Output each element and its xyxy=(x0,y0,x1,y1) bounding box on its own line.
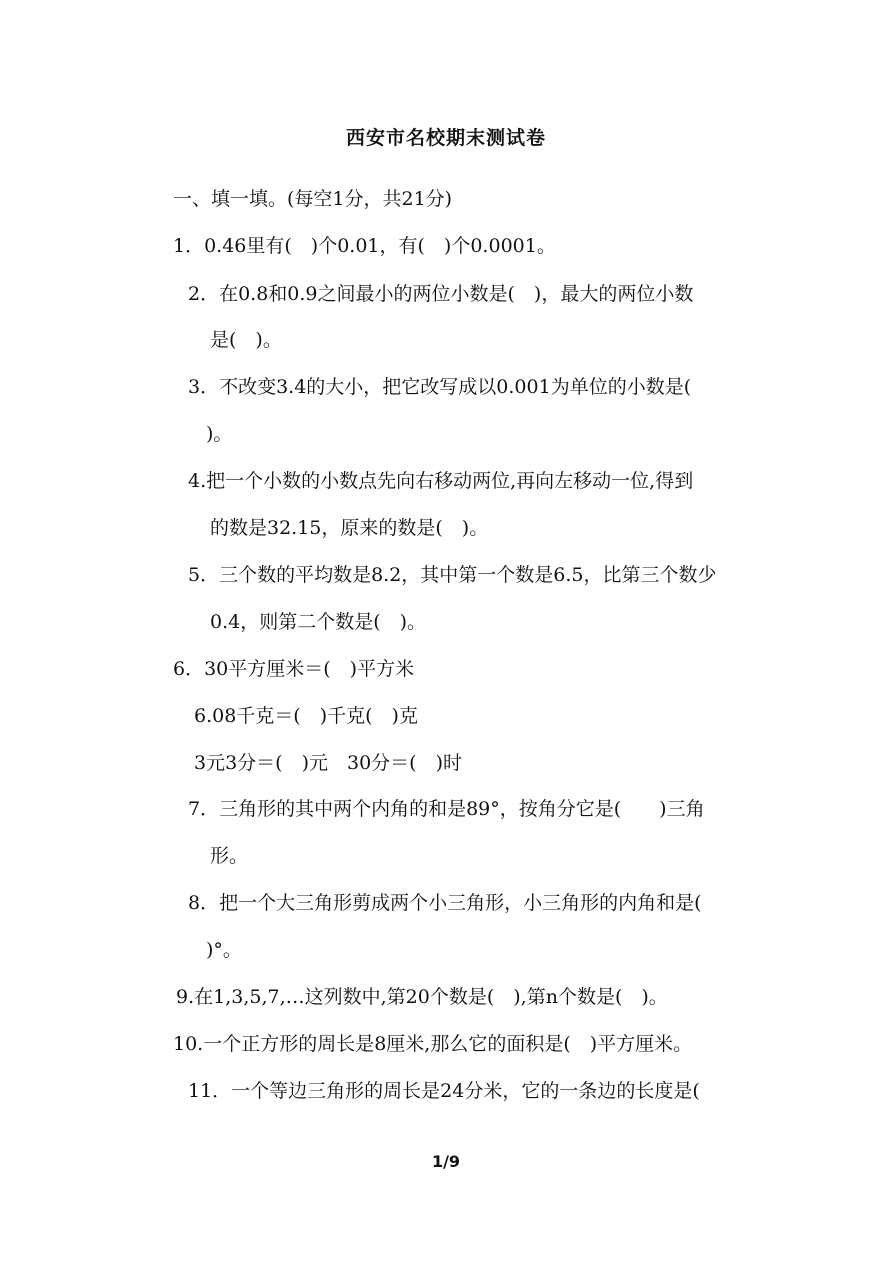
question-9: 9.在1,3,5,7,…这列数中,第20个数是( ),第n个数是( )。 xyxy=(176,986,668,1008)
question-1: 1．0.46里有( )个0.01，有( )个0.0001。 xyxy=(173,235,556,257)
question-8: 8．把一个大三角形剪成两个小三角形，小三角形的内角和是( xyxy=(188,892,702,914)
question-4: 4.把一个小数的小数点先向右移动两位,再向左移动一位,得到 xyxy=(188,470,694,492)
question-4-continued: 的数是32.15，原来的数是( )。 xyxy=(210,517,489,539)
question-6-part-3: 3元3分＝( )元 30分＝( )时 xyxy=(194,752,463,774)
question-7-continued: 形。 xyxy=(210,845,249,867)
question-7: 7．三角形的其中两个内角的和是89°，按角分它是( )三角 xyxy=(188,798,705,820)
question-6-part-2: 6.08千克＝( )千克( )克 xyxy=(194,705,418,727)
question-2: 2．在0.8和0.9之间最小的两位小数是( )，最大的两位小数 xyxy=(188,283,694,305)
section-heading: 一、填一填。(每空1分，共21分) xyxy=(173,188,453,210)
question-11: 11．一个等边三角形的周长是24分米，它的一条边的长度是( xyxy=(188,1080,700,1102)
page-title: 西安市名校期末测试卷 xyxy=(345,127,546,149)
question-5: 5．三个数的平均数是8.2，其中第一个数是6.5，比第三个数少 xyxy=(188,564,717,586)
question-3-continued: )。 xyxy=(206,423,233,445)
question-2-continued: 是( )。 xyxy=(210,329,282,351)
question-3: 3．不改变3.4的大小，把它改写成以0.001为单位的小数是( xyxy=(188,376,692,398)
question-5-continued: 0.4，则第二个数是( )。 xyxy=(210,611,427,633)
question-6: 6．30平方厘米＝( )平方米 xyxy=(173,658,415,680)
page-number: 1/9 xyxy=(431,1152,461,1171)
question-10: 10.一个正方形的周长是8厘米,那么它的面积是( )平方厘米。 xyxy=(173,1033,693,1055)
question-8-continued: )°。 xyxy=(206,939,242,961)
